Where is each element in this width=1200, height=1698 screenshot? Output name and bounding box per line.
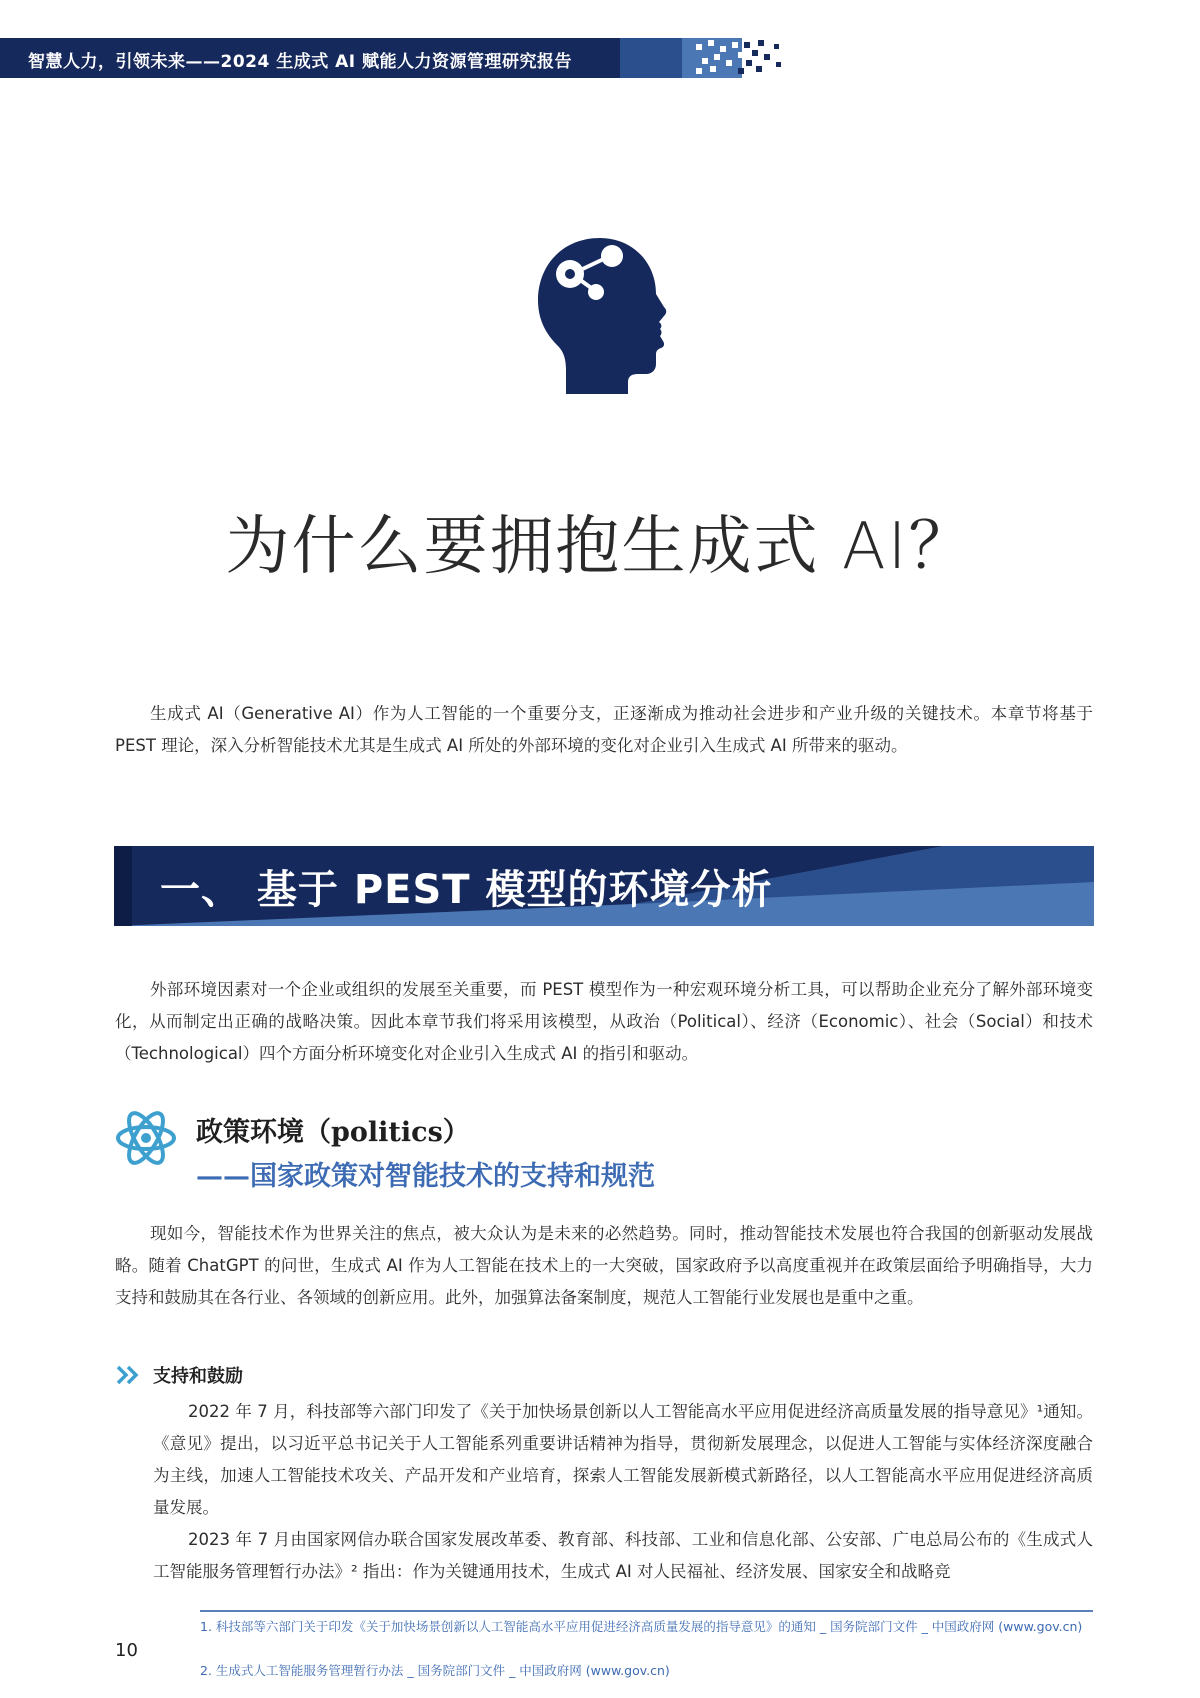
politics-paragraph: 现如今，智能技术作为世界关注的焦点，被大众认为是未来的必然趋势。同时，推动智能技术发展也符合我国的创新驱动发展战略。随着 ChatGPT 的问世，生成式 AI 作为人工智能在技术上的一大突破，国家政府予以高度重视并在政策层面给予明确指导，大力支持和鼓励其在各行业、各领域的创新应用。此外，加强算法备案制度，规范人工智能行业发展也是重中之重。 xyxy=(115,1224,1093,1307)
header-accent-band xyxy=(620,38,682,78)
support-heading: 支持和鼓励 xyxy=(153,1366,243,1387)
politics-title: 政策环境（politics） xyxy=(196,1117,470,1148)
ai-head-network-icon xyxy=(534,236,670,396)
footnote-divider xyxy=(200,1610,1093,1612)
politics-subtitle: ——国家政策对智能技术的支持和规范 xyxy=(196,1161,655,1192)
chapter-title: 为什么要拥抱生成式 AI？ xyxy=(225,510,975,584)
support-paragraph-2: 2023 年 7 月由国家网信办联合国家发展改革委、教育部、科技部、工业和信息化部、公安部、广电总局公布的《生成式人工智能服务管理暂行办法》² 指出：作为关键通用技术，生成式 AI 对人民福祉、经济发展、国家安全和战略竞 xyxy=(153,1530,1093,1581)
atom-icon xyxy=(114,1108,178,1168)
footnote-1: 1. 科技部等六部门关于印发《关于加快场景创新以人工智能高水平应用促进经济高质量发展的指导意见》的通知 _ 国务院部门文件 _ 中国政府网 (www.gov.cn) xyxy=(200,1619,1083,1634)
pixel-decoration-icon xyxy=(690,36,786,82)
section-paragraph: 外部环境因素对一个企业或组织的发展至关重要，而 PEST 模型作为一种宏观环境分析工具，可以帮助企业充分了解外部环境变化，从而制定出正确的战略决策。因此本章节我们将采用该模型，从政治（Political）、经济（Economic）、社会（Social）和技术（Technological）四个方面分析环境变化对企业引入生成式 AI 的指引和驱动。 xyxy=(115,980,1093,1063)
report-header-bar xyxy=(0,38,620,78)
report-title: 智慧人力，引领未来——2024 生成式 AI 赋能人力资源管理研究报告 xyxy=(28,52,573,72)
section-banner-title: 一、 基于 PEST 模型的环境分析 xyxy=(160,867,773,913)
footnote-2: 2. 生成式人工智能服务管理暂行办法 _ 国务院部门文件 _ 中国政府网 (www.gov.cn) xyxy=(200,1663,670,1678)
page-number: 10 xyxy=(115,1640,138,1661)
double-chevron-right-icon xyxy=(115,1364,141,1386)
support-paragraph-1: 2022 年 7 月，科技部等六部门印发了《关于加快场景创新以人工智能高水平应用促进经济高质量发展的指导意见》¹通知。《意见》提出，以习近平总书记关于人工智能系列重要讲话精神为指导，贯彻新发展理念，以促进人工智能与实体经济深度融合为主线，加速人工智能技术攻关、产品开发和产业培育，探索人工智能发展新模式新路径，以人工智能高水平应用促进经济高质量发展。 xyxy=(153,1402,1093,1517)
section-banner xyxy=(114,846,1094,926)
chapter-intro-paragraph: 生成式 AI（Generative AI）作为人工智能的一个重要分支，正逐渐成为推动社会进步和产业升级的关键技术。本章节将基于 PEST 理论，深入分析智能技术尤其是生成式 AI 所处的外部环境的变化对企业引入生成式 AI 所带来的驱动。 xyxy=(115,704,1093,755)
